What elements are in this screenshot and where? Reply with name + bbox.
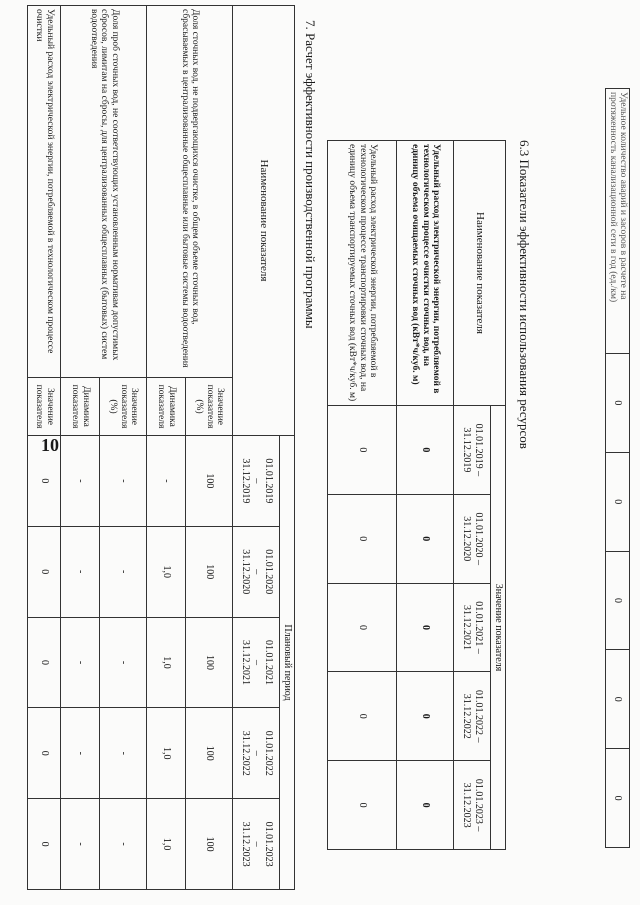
- top-table: [605, 88, 630, 848]
- cell: -: [61, 708, 100, 799]
- row-label: Удельный расход электрической энергии, потребляемой в технологическом процессе очистки сточных вод, на единицу объема очищаемых сточных вод (кВт*ч/куб. м): [397, 141, 454, 406]
- cell: 0: [328, 672, 397, 761]
- cell: -: [100, 708, 147, 799]
- table-row: [28, 6, 61, 890]
- table-row: [328, 141, 397, 850]
- cell: -: [100, 617, 147, 708]
- row-label: Удельный расход электрической энергии, потребляемой в технологическом процессе транспортировки сточных вод, на единицу объема транспортируемых сточных вод (кВт*ч/куб. м): [328, 141, 397, 406]
- table-row: [100, 6, 147, 890]
- cell: 0: [328, 583, 397, 672]
- cell: 100: [186, 708, 233, 799]
- sub-label: Значение показателя (%): [100, 378, 147, 436]
- cell: 0: [606, 650, 630, 749]
- period-header: 01.01.2019 – 31.12.2019: [233, 436, 280, 527]
- sub-label: Значение показателя: [28, 378, 61, 436]
- cell: 1,0: [147, 617, 186, 708]
- cell: 0: [606, 551, 630, 650]
- cell: 0: [397, 761, 454, 850]
- period-header: 01.01.2021 – 31.12.2021: [454, 583, 491, 672]
- table-row: [397, 141, 454, 850]
- cell: 100: [186, 799, 233, 890]
- section-7-title: 7. Расчет эффективности производственной программы: [303, 20, 318, 329]
- row-label: Доля сточных вод, не подвергающихся очистке, в общем объеме сточных вод, сбрасываемых в централизованные общесплавные или бытовые системы водоотведения: [147, 6, 233, 378]
- period-header: 01.01.2022 – 31.12.2022: [454, 672, 491, 761]
- cell: 0: [328, 406, 397, 495]
- sub-label: Динамика показателя: [61, 378, 100, 436]
- section-6-3-title: 6.3 Показатели эффективности использования ресурсов: [517, 140, 532, 449]
- cell: 0: [328, 761, 397, 850]
- col-name-header: Наименование показателя: [454, 141, 506, 406]
- cell: 0: [28, 526, 61, 617]
- period-header: 01.01.2020 – 31.12.2020: [454, 494, 491, 583]
- period-header: 01.01.2019 – 31.12.2019: [454, 406, 491, 495]
- cell: 0: [606, 749, 630, 848]
- cell: -: [61, 526, 100, 617]
- cell: 0: [28, 799, 61, 890]
- table-row: [186, 6, 233, 890]
- cell: -: [100, 526, 147, 617]
- cell: 0: [397, 672, 454, 761]
- table-header-row: [491, 141, 506, 850]
- table-row: [606, 89, 630, 848]
- row-label: Удельный расход электрической энергии, потребляемой в технологическом процессе очистки: [28, 6, 61, 378]
- cell: 0: [28, 617, 61, 708]
- period-header: 01.01.2021 – 31.12.2021: [233, 617, 280, 708]
- sub-label: Значение показателя (%): [186, 378, 233, 436]
- group-header: Значение показателя: [491, 406, 506, 850]
- program-efficiency-table: [28, 5, 296, 890]
- cell: 1,0: [147, 799, 186, 890]
- cell: 100: [186, 617, 233, 708]
- cell: -: [61, 617, 100, 708]
- cell: -: [61, 799, 100, 890]
- period-header: 01.01.2022 – 31.12.2022: [233, 708, 280, 799]
- cell: 0: [397, 406, 454, 495]
- cell: -: [147, 436, 186, 527]
- cell: 0: [28, 708, 61, 799]
- table-header-row: [280, 6, 295, 890]
- cell: 100: [186, 436, 233, 527]
- group-header: Плановый период: [280, 436, 295, 890]
- period-header: 01.01.2023 – 31.12.2023: [233, 799, 280, 890]
- sub-label: Динамика показателя: [147, 378, 186, 436]
- period-header: 01.01.2023 – 31.12.2023: [454, 761, 491, 850]
- cell: 1,0: [147, 708, 186, 799]
- cell: 0: [28, 436, 61, 527]
- cell: 0: [397, 583, 454, 672]
- page-number: 10: [41, 435, 59, 455]
- cell: 100: [186, 526, 233, 617]
- cell: -: [100, 799, 147, 890]
- cell: 0: [606, 354, 630, 453]
- period-header: 01.01.2020 – 31.12.2020: [233, 526, 280, 617]
- row-label: Доля проб сточных вод, не соответствующих установленным нормативам допустимых сбросов, лимитам на сбросы, для централизованных общесплавных (бытовых) систем водоотведения: [61, 6, 147, 378]
- cell: 1,0: [147, 526, 186, 617]
- row-label: Удельное количество аварий и засоров в расчете на протяженность канализационной сети в год (ед./км): [606, 89, 630, 354]
- cell: 0: [328, 494, 397, 583]
- cell: 0: [606, 452, 630, 551]
- col-name-header: Наименование показателя: [233, 6, 295, 436]
- cell: 0: [397, 494, 454, 583]
- resource-efficiency-table: [328, 140, 507, 850]
- cell: -: [100, 436, 147, 527]
- cell: -: [61, 436, 100, 527]
